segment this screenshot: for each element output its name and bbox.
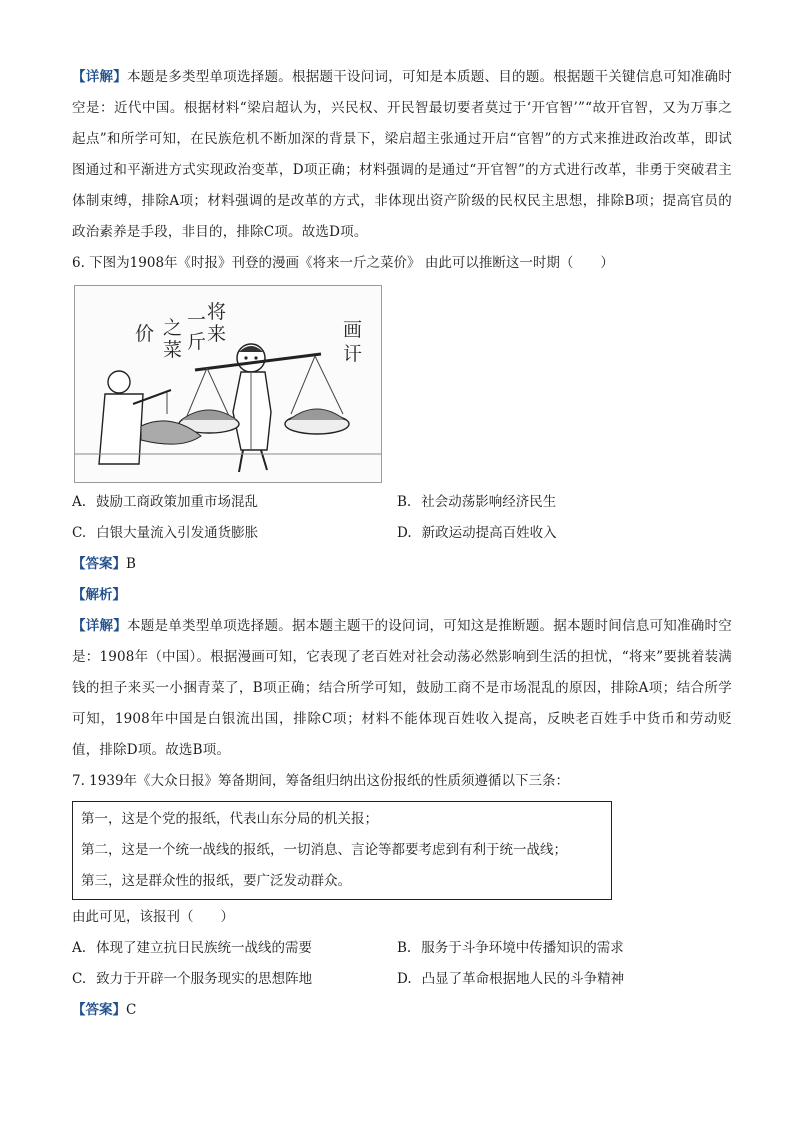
q6-option-d[interactable]: D. 新政运动提高百姓收入	[397, 525, 557, 541]
svg-text:之: 之	[163, 317, 183, 339]
question-6-options	[72, 487, 732, 549]
document-page	[72, 62, 732, 1026]
q6-analysis-label: 【解析】	[72, 587, 126, 603]
q7-material-line-2: 第二，这是一个统一战线的报纸，一切消息、言论等都要考虑到有利于统一战线；	[81, 842, 567, 858]
q7-option-a[interactable]: A. 体现了建立抗日民族统一战线的需要	[72, 940, 313, 956]
svg-text:一: 一	[187, 309, 207, 331]
svg-text:菜: 菜	[163, 339, 183, 361]
q7-follow: 由此可见，该报刊（ ）	[72, 909, 234, 925]
detail-paragraph-q5	[72, 62, 732, 248]
q6-option-b[interactable]: B. 社会动荡影响经济民生	[397, 494, 557, 510]
q7-option-c[interactable]: C. 致力于开辟一个服务现实的思想阵地	[72, 971, 313, 987]
q7-material-box	[72, 801, 612, 900]
q6-option-c[interactable]: C. 白银大量流入引发通货膨胀	[72, 525, 259, 541]
q7-option-b[interactable]: B. 服务于斗争环境中传播知识的需求	[397, 940, 624, 956]
svg-text:斤: 斤	[187, 331, 207, 353]
detail-tag: 【详解】	[72, 69, 128, 85]
q6-answer: 【答案】B	[72, 556, 136, 572]
svg-text:来: 来	[207, 323, 227, 345]
question-6-stem: 6. 下图为1908年《时报》刊登的漫画《将来一斤之菜价》 由此可以推断这一时期（ ）	[72, 255, 614, 271]
svg-text:讦: 讦	[343, 343, 363, 365]
q7-material-line-1: 第一，这是个党的报纸，代表山东分局的机关报；	[81, 811, 378, 827]
q6-detail-paragraph: 【详解】本题是单类型单项选择题。据本题主题干的设问词，可知这是推断题。据本题时间信息可知准确时空是：1908年（中国）。根据漫画可知，它表现了老百姓对社会动荡必然影响到生活的担忧，“将来”要挑着装满钱的担子来买一小捆青菜了，B项正确；结合所学可知，鼓励工商不是市场混乱的原因，排除A项；结合所学可知，1908年中国是白银流出国，排除C项；材料不能体现百姓收入提高，反映老百姓手中货币和劳动贬值，排除D项。故选B项。	[72, 618, 732, 758]
detail-text: 本题是多类型单项选择题。根据题干设问词，可知是本质题、目的题。根据题干关键信息可知准确时空是：近代中国。根据材料“梁启超认为，兴民权、开民智最切要者莫过于‘开官智’”“故开官智，又为万事之起点”和所学可知，在民族危机不断加深的背景下，梁启超主张通过开启“官智”的方式来推进政治改革，即试图通过和平渐进方式实现政治变革，D项正确；材料强调的是通过“开官智”的方式进行改革，非勇于突破君主体制束缚，排除A项；材料强调的是改革的方式，非体现出资产阶级的民权民主思想，排除B项；提高官员的政治素养是手段，非目的，排除C项。故选D项。	[72, 69, 732, 240]
q6-option-a[interactable]: A. 鼓励工商政策加重市场混乱	[72, 494, 259, 510]
q7-option-d[interactable]: D. 凸显了革命根据地人民的斗争精神	[397, 971, 625, 987]
cartoon-signature: 画	[343, 319, 363, 341]
q7-answer: 【答案】C	[72, 1002, 137, 1018]
cartoon-illustration	[75, 286, 381, 482]
question-7-options	[72, 933, 732, 995]
q7-material-line-3: 第三，这是群众性的报纸，要广泛发动群众。	[81, 873, 351, 889]
cartoon-title-char-1: 将	[207, 301, 227, 323]
question-7-stem: 7. 1939年《大众日报》筹备期间，筹备组归纳出这份报纸的性质须遵循以下三条：	[72, 773, 570, 789]
cartoon-figure	[74, 285, 382, 483]
svg-text:价: 价	[135, 323, 155, 345]
